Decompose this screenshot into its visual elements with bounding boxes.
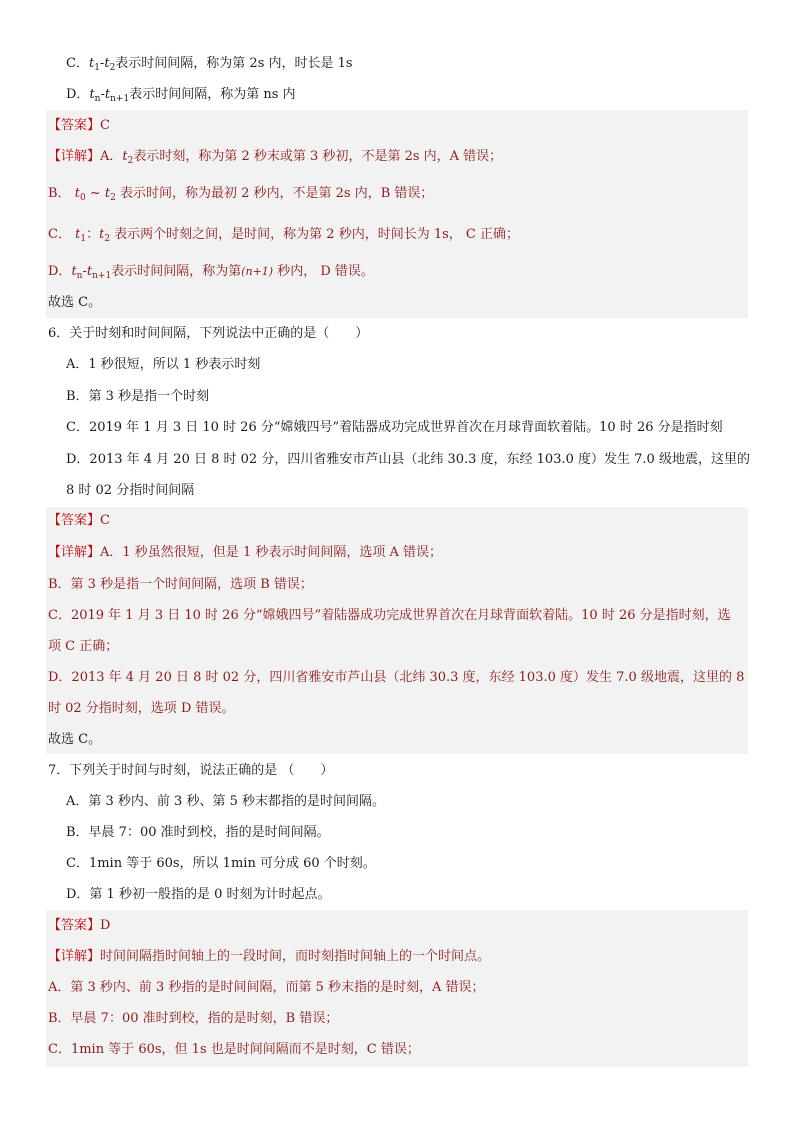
q6-detail-c-cont: 项 C 正确； (48, 639, 119, 654)
q6-option-d-cont: 8 时 02 分指时间间隔 (66, 483, 195, 498)
q7-answer-block (46, 910, 748, 1067)
q6-option-d: D．2013 年 4 月 20 日 8 时 02 分，四川省雅安市芦山县（北纬 30.3 度，东经 103.0 度）发生 7.0 级地震，这里的 (66, 452, 750, 467)
answer-value: D (100, 918, 111, 933)
detail-prefix: C． (48, 227, 71, 242)
detail-text: 秒内， D 错误。 (273, 264, 374, 279)
math-var: t (71, 264, 77, 279)
option-prefix: C． (66, 56, 89, 71)
q6-answer (48, 511, 110, 531)
q5-option-d (66, 85, 296, 105)
q6-detail-c: C．2019 年 1 月 3 日 10 时 26 分“嫦娥四号”着陆器成功完成世界首次在月球背面软着陆。10 时 26 分是指时刻，选 (48, 608, 731, 623)
math-dash: - (82, 264, 87, 279)
q5-option-c (66, 54, 353, 74)
detail-tag: 【详解】 (48, 149, 101, 164)
q6-stem: 6．关于时刻和时间间隔，下列说法中正确的是（ ） (48, 326, 369, 341)
math-sub: n (94, 94, 101, 104)
math-sub: 2 (104, 234, 111, 244)
detail-prefix: D． (48, 264, 72, 279)
option-text: 表示时间间隔，称为第 2s 内，时长是 1s (115, 56, 353, 71)
math-var: t (104, 56, 110, 71)
q5-answer-block (46, 110, 748, 318)
q6-detail-a (48, 543, 442, 563)
math-sub: 0 (79, 193, 86, 203)
math-sub: n+1 (92, 271, 112, 281)
q5-detail-d (48, 262, 374, 282)
q5-detail-b (48, 184, 433, 204)
math-var: t (104, 186, 111, 201)
math-sub: 2 (110, 193, 116, 203)
detail-tag: 【详解】 (48, 545, 101, 560)
math-sub: 1 (94, 63, 100, 73)
detail-prefix: A． (100, 149, 123, 164)
math-var: t (74, 186, 80, 201)
answer-value: C (100, 118, 110, 133)
detail-text: 表示两个时刻之间，是时间，称为第 2 秒内，时间长为 1s， C 正确； (110, 227, 520, 242)
detail-text: 表示时间间隔，称为第 (111, 264, 242, 279)
math-expr: (n+1) (241, 265, 274, 278)
detail-prefix: B． (48, 186, 71, 201)
q5-detail-a (48, 147, 502, 167)
answer-tag: 【答案】 (48, 918, 101, 933)
math-var: t (104, 87, 111, 102)
q7-detail-intro (48, 947, 490, 967)
math-var: t (99, 227, 105, 242)
math-sep: ~ (85, 186, 105, 201)
math-sub: 1 (80, 234, 87, 244)
q6-option-b: B．第 3 秒是指一个时刻 (66, 389, 210, 404)
math-var: t (89, 87, 95, 102)
q6-detail-b: B．第 3 秒是指一个时间间隔，选项 B 错误； (48, 577, 313, 592)
option-text: 表示时间间隔，称为第 ns 内 (129, 87, 296, 102)
q5-conclusion: 故选 C。 (48, 295, 102, 310)
math-sub: n (76, 271, 83, 281)
math-sub: 2 (127, 156, 134, 166)
q7-option-d: D．第 1 秒初一般指的是 0 时刻为计时起点。 (66, 887, 331, 902)
detail-text: 时间间隔指时间轴上的一段时间，而时刻指时间轴上的一个时间点。 (100, 949, 491, 964)
q5-detail-c (48, 225, 519, 245)
math-sub: n+1 (110, 94, 130, 104)
math-var: t (86, 264, 93, 279)
q6-detail-d-cont: 时 02 分指时刻，选项 D 错误。 (48, 701, 235, 716)
math-var: t (88, 56, 95, 71)
q6-answer-block (46, 507, 748, 754)
q5-answer (48, 116, 110, 136)
q7-option-a: A．第 3 秒内、前 3 秒、第 5 秒末都指的是时间间隔。 (66, 794, 385, 809)
q7-answer (48, 916, 110, 936)
option-prefix: D． (66, 87, 90, 102)
q7-option-b: B．早晨 7：00 准时到校，指的是时间间隔。 (66, 825, 330, 840)
detail-text: A．1 秒虽然很短，但是 1 秒表示时间间隔，选项 A 错误； (100, 545, 442, 560)
q6-detail-d: D．2013 年 4 月 20 日 8 时 02 分，四川省雅安市芦山县（北纬 30.3 度，东经 103.0 度）发生 7.0 级地震，这里的 8 (48, 670, 745, 685)
q6-option-c: C．2019 年 1 月 3 日 10 时 26 分“嫦娥四号”着陆器成功完成世界首次在月球背面软着陆。10 时 26 分是指时刻 (66, 420, 723, 435)
math-dash: - (100, 87, 105, 102)
math-sub: 2 (109, 63, 116, 73)
detail-text: 表示时刻，称为第 2 秒末或第 3 秒初，不是第 2s 内，A 错误； (133, 149, 503, 164)
q6-conclusion: 故选 C。 (48, 732, 102, 747)
answer-tag: 【答案】 (48, 118, 101, 133)
answer-tag: 【答案】 (48, 513, 101, 528)
math-var: t (75, 227, 81, 242)
q7-stem: 7．下列关于时间与时刻，说法正确的是 （ ） (48, 763, 334, 778)
q7-detail-b: B．早晨 7：00 准时到校，指的是时刻，B 错误； (48, 1011, 339, 1026)
detail-tag: 【详解】 (48, 949, 101, 964)
math-dash: - (99, 56, 105, 71)
math-sep: ： (86, 227, 100, 242)
math-var: t (122, 149, 128, 164)
detail-text: 表示时间，称为最初 2 秒内，不是第 2s 内，B 错误； (115, 186, 434, 201)
q7-detail-c: C．1min 等于 60s，但 1s 也是时间间隔而不是时刻，C 错误； (48, 1042, 420, 1057)
q6-option-a: A．1 秒很短，所以 1 秒表示时刻 (66, 357, 261, 372)
q7-detail-a: A．第 3 秒内、前 3 秒指的是时间间隔，而第 5 秒末指的是时刻，A 错误； (48, 980, 485, 995)
answer-value: C (100, 513, 110, 528)
q7-option-c: C．1min 等于 60s，所以 1min 可分成 60 个时刻。 (66, 856, 376, 871)
